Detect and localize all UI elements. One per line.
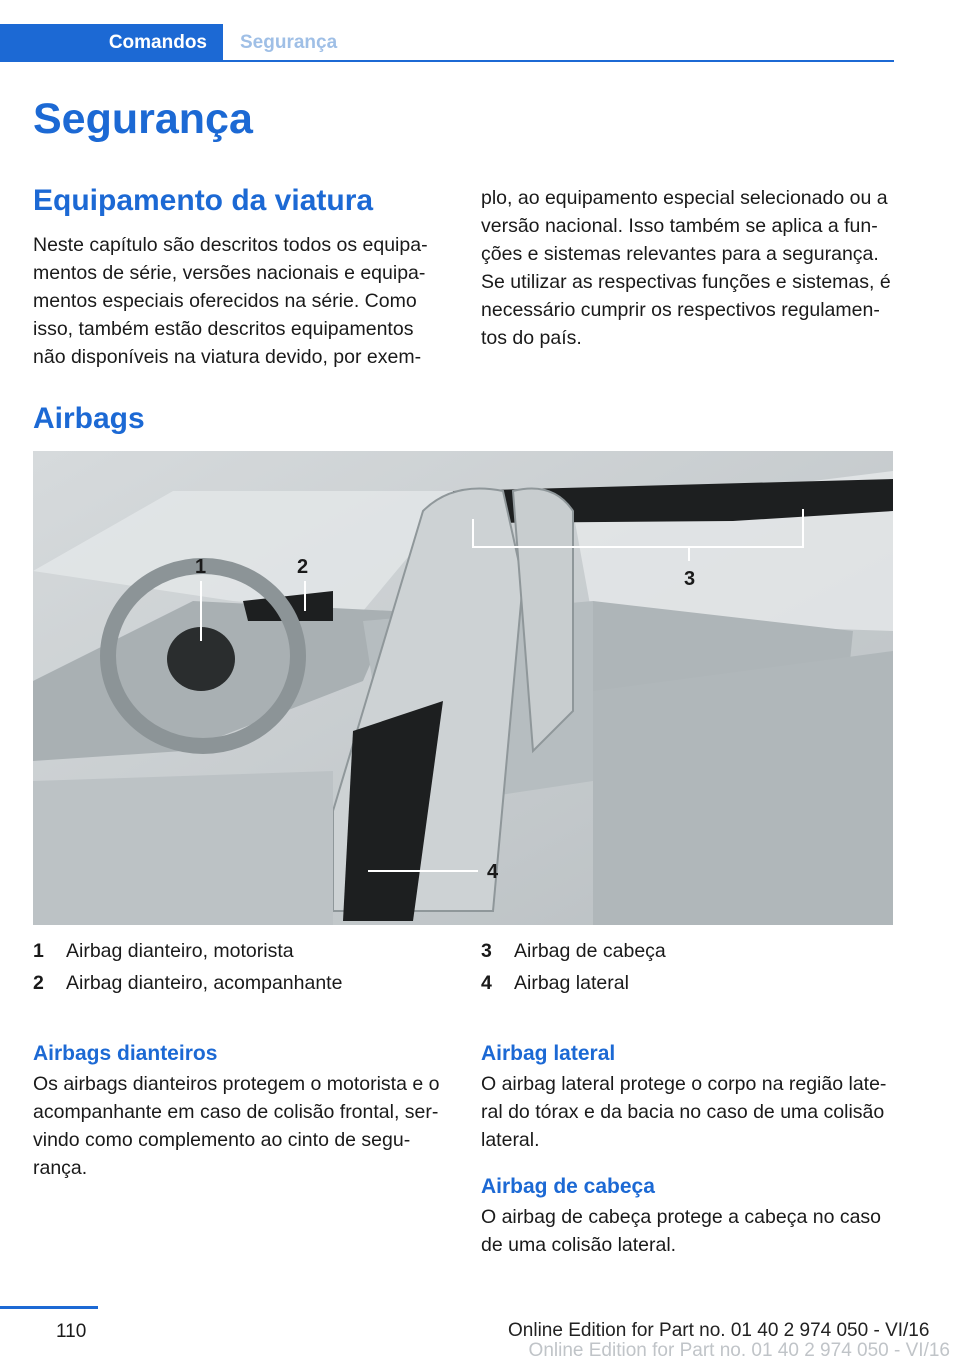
text-line: não disponíveis na viatura devido, por exem‐ <box>33 346 422 368</box>
car-interior-drawing <box>33 451 893 925</box>
head-airbag-text <box>481 1203 911 1259</box>
page-number: 110 <box>56 1321 87 1342</box>
caption-text: Airbag dianteiro, motorista <box>66 940 294 962</box>
text-line: vindo como complemento ao cinto de segu‐ <box>33 1129 411 1151</box>
text-line: necessário cumprir os respectivos regulamen‐ <box>481 299 880 321</box>
tab-seguranca-label: Segurança <box>240 31 338 53</box>
text-line: rança. <box>33 1157 88 1179</box>
tab-comandos[interactable] <box>0 24 223 61</box>
front-airbags-text <box>33 1070 463 1182</box>
text-line: Os airbags dianteiros protegem o motorista e o <box>33 1073 440 1095</box>
heading-head-airbag: Airbag de cabeça <box>481 1175 655 1198</box>
text-line: tos do país. <box>481 327 582 349</box>
section-heading-airbags: Airbags <box>33 402 145 435</box>
caption-item <box>481 935 901 967</box>
heading-side-airbag: Airbag lateral <box>481 1042 616 1065</box>
callout-4: 4 <box>487 861 499 883</box>
heading-front-airbags: Airbags dianteiros <box>33 1042 218 1065</box>
text-line: de uma colisão lateral. <box>481 1234 677 1256</box>
text-line: mentos especiais oferecidos na série. Como <box>33 290 417 312</box>
text-line: O airbag de cabeça protege a cabeça no caso <box>481 1206 882 1228</box>
text-line: Se utilizar as respectivas funções e sistemas, é <box>481 271 891 293</box>
callout-3: 3 <box>684 568 696 590</box>
side-airbag-text <box>481 1070 911 1154</box>
caption-list-left <box>33 935 453 999</box>
callout-2: 2 <box>297 556 309 578</box>
caption-text: Airbag lateral <box>514 972 629 994</box>
text-line: isso, também estão descritos equipamentos <box>33 318 414 340</box>
header-bar <box>0 24 894 62</box>
caption-item <box>481 967 901 999</box>
text-line: mentos de série, versões nacionais e equipa‐ <box>33 262 426 284</box>
text-line: lateral. <box>481 1129 540 1151</box>
text-line: Neste capítulo são descritos todos os equipa‐ <box>33 234 428 256</box>
tab-comandos-label: Comandos <box>108 31 207 53</box>
text-line: acompanhante em caso de colisão frontal, ser‐ <box>33 1101 439 1123</box>
caption-number: 2 <box>33 972 44 994</box>
edition-note: Online Edition for Part no. 01 40 2 974 050 - VI/16 <box>508 1320 930 1341</box>
text-line: plo, ao equipamento especial selecionado ou a <box>481 187 888 209</box>
caption-text: Airbag de cabeça <box>514 940 666 962</box>
text-line: ções e sistemas relevantes para a segurança. <box>481 243 879 265</box>
caption-number: 4 <box>481 972 492 994</box>
text-line: ral do tórax e da bacia no caso de uma colisão <box>481 1101 885 1123</box>
caption-number: 1 <box>33 940 44 962</box>
text-line: versão nacional. Isso também se aplica a fun‐ <box>481 215 878 237</box>
section-heading-equipment: Equipamento da viatura <box>33 184 374 217</box>
intro-column-right <box>481 184 901 352</box>
airbag-illustration <box>33 451 893 925</box>
caption-item <box>33 967 453 999</box>
header-divider <box>0 60 894 62</box>
tab-seguranca[interactable] <box>223 24 337 61</box>
watermark: Online Edition for Part no. 01 40 2 974 050 - VI/16 <box>528 1340 950 1361</box>
callout-1: 1 <box>195 556 207 578</box>
caption-item <box>33 935 453 967</box>
intro-column-left <box>33 231 453 371</box>
footer-divider <box>0 1306 98 1309</box>
caption-list-right <box>481 935 901 999</box>
caption-text: Airbag dianteiro, acompanhante <box>66 972 343 994</box>
page-title: Segurança <box>33 95 253 143</box>
text-line: O airbag lateral protege o corpo na região late‐ <box>481 1073 887 1095</box>
caption-number: 3 <box>481 940 492 962</box>
